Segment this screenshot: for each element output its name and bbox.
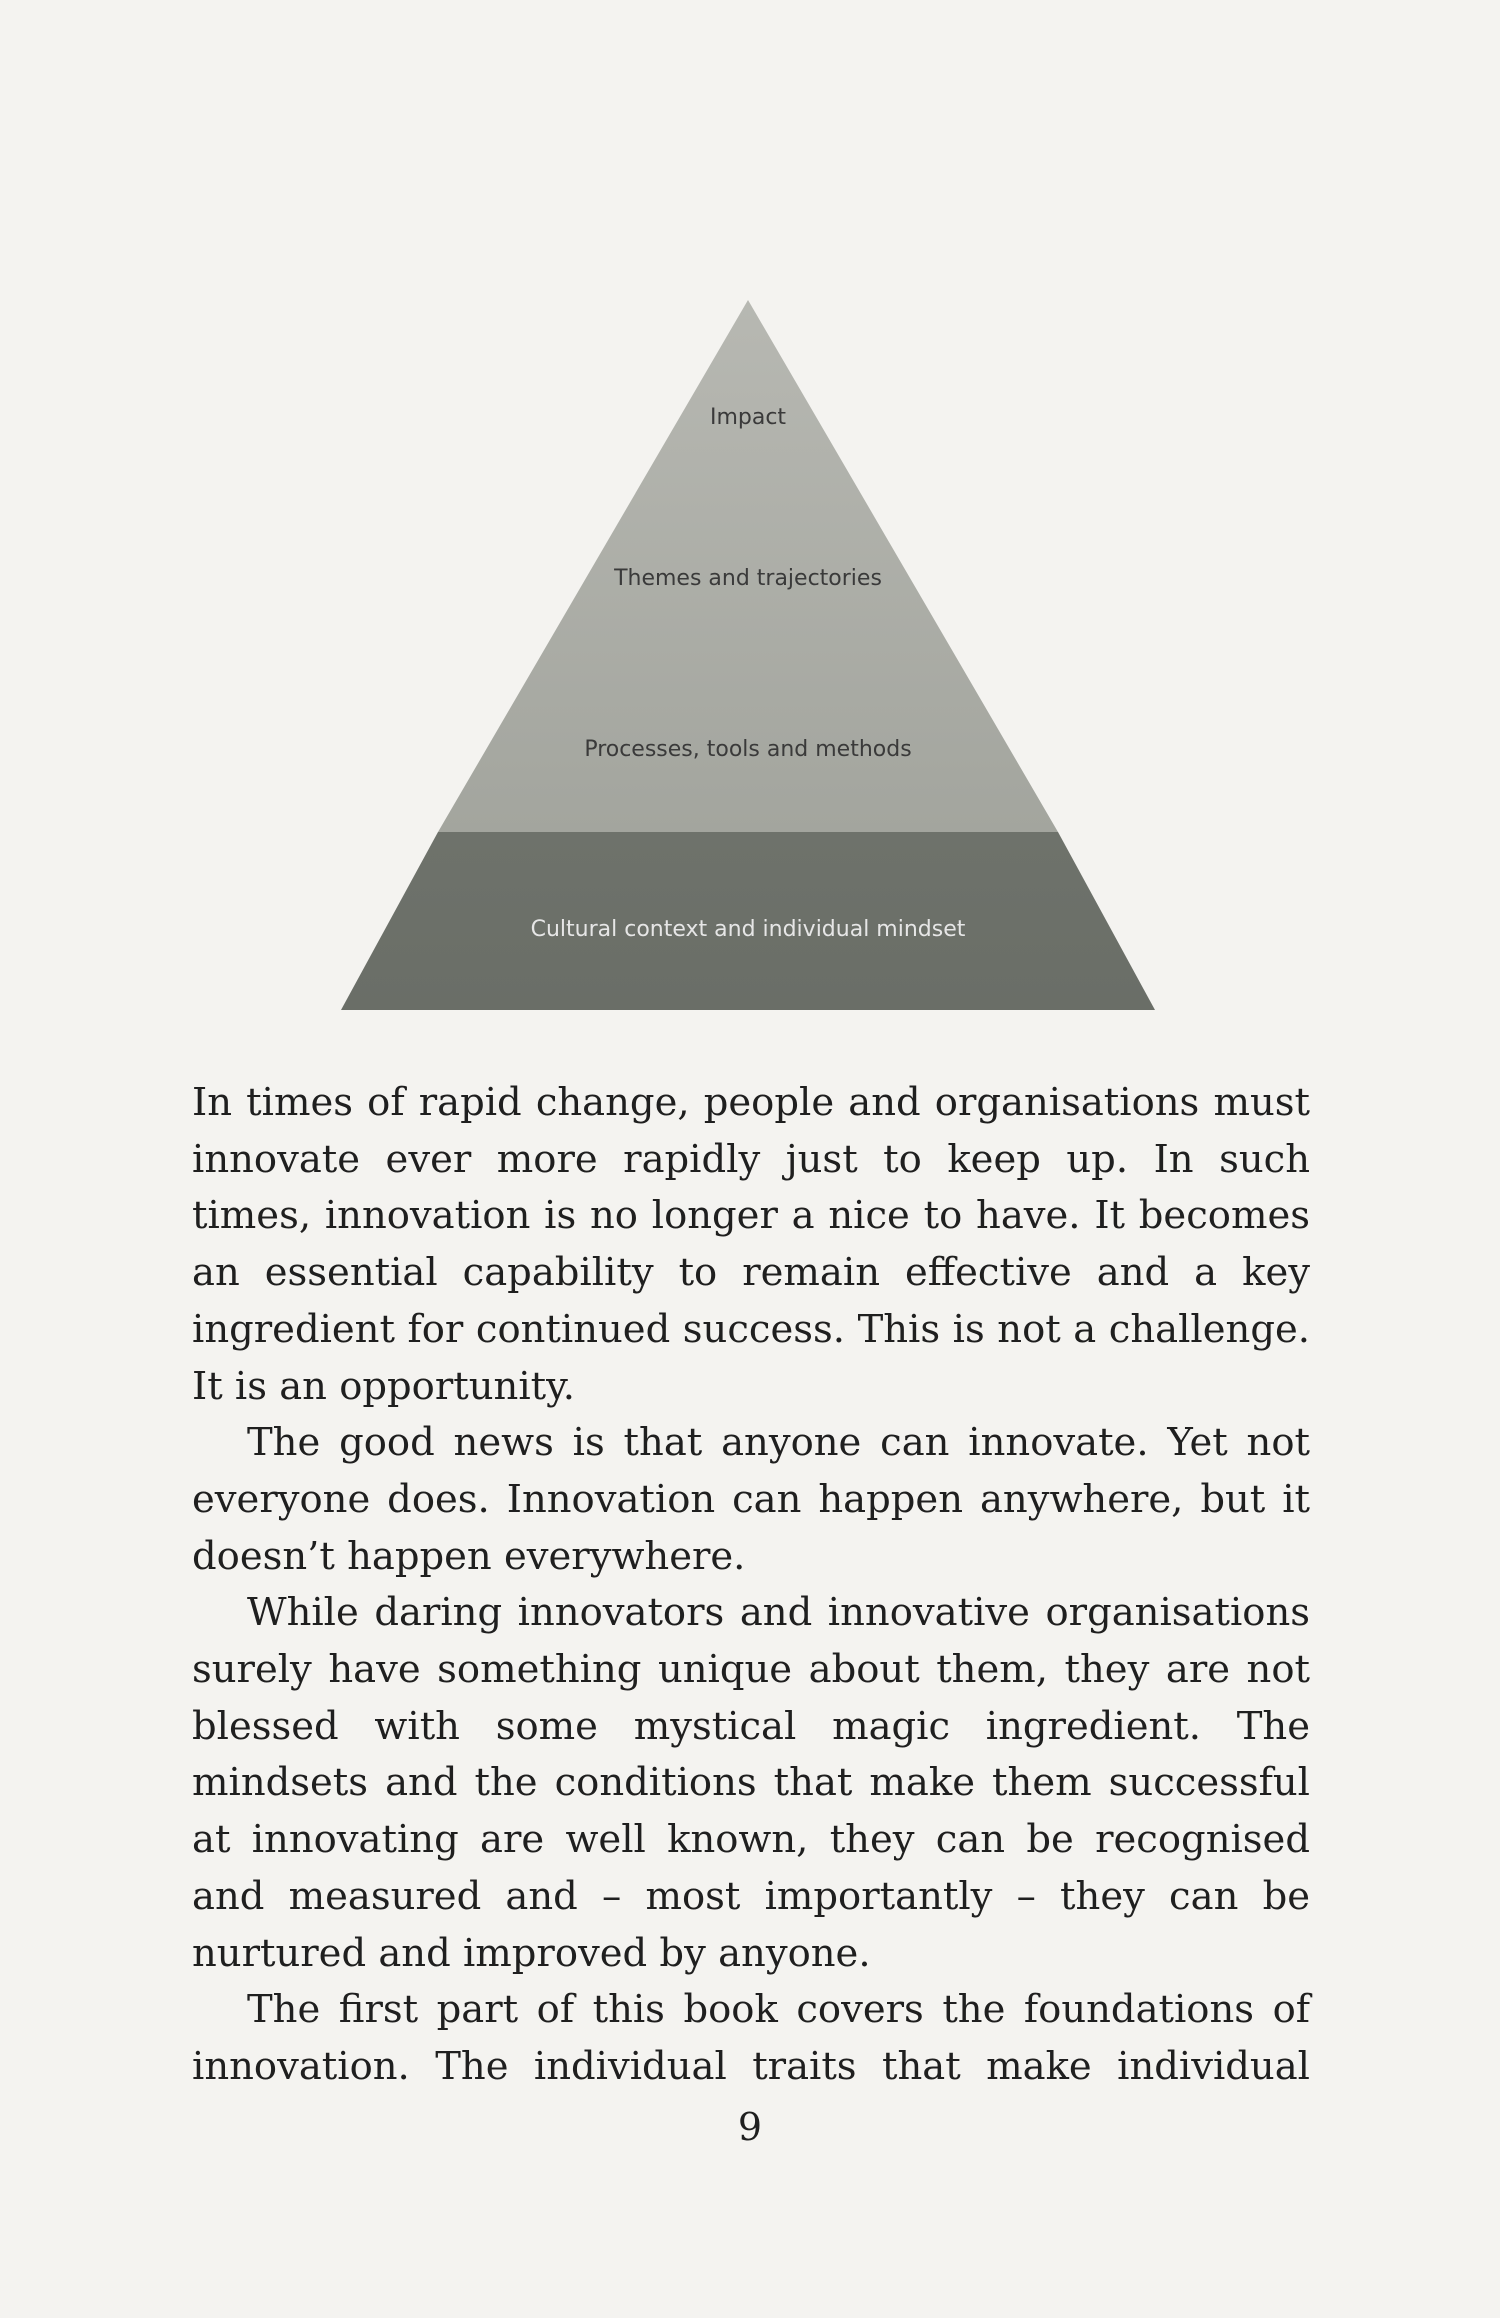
pyramid-diagram bbox=[0, 0, 1500, 1020]
paragraph: In times of rapid change, people and organisations must innovate ever more rapidly just to keep up. In such times, innovation is no longer a nice to have. It becomes an essential capability to remain effective and a key ingredient for continued success. This is not a challenge. It is an opportunity. bbox=[192, 1080, 1310, 1409]
paragraph: While daring innovators and innovative organisations surely have something unique about them, they are not blessed with some mystical magic ingredient. The mindsets and the conditions that make them successful at innovating are well known, they can be recognised and measured and – most importantly – they can be nurtured and improved by anyone. bbox=[192, 1590, 1310, 1976]
pyramid-level-processes: Processes, tools and methods bbox=[584, 737, 912, 762]
pyramid-level-impact: Impact bbox=[709, 405, 787, 430]
pyramid-level-culture: Cultural context and individual mindset bbox=[530, 917, 966, 942]
page-number: 9 bbox=[737, 2105, 763, 2149]
paragraph: The first part of this book covers the foundations of innovation. The individual traits that make individual bbox=[192, 1987, 1310, 2089]
innovation-pyramid-figure bbox=[0, 0, 1500, 1020]
pyramid-level-themes: Themes and trajectories bbox=[614, 566, 882, 591]
paragraph: The good news is that anyone can innovate. Yet not everyone does. Innovation can happen anywhere, but it doesn’t happen everywhere. bbox=[192, 1420, 1310, 1579]
body-text bbox=[192, 1075, 1310, 2096]
